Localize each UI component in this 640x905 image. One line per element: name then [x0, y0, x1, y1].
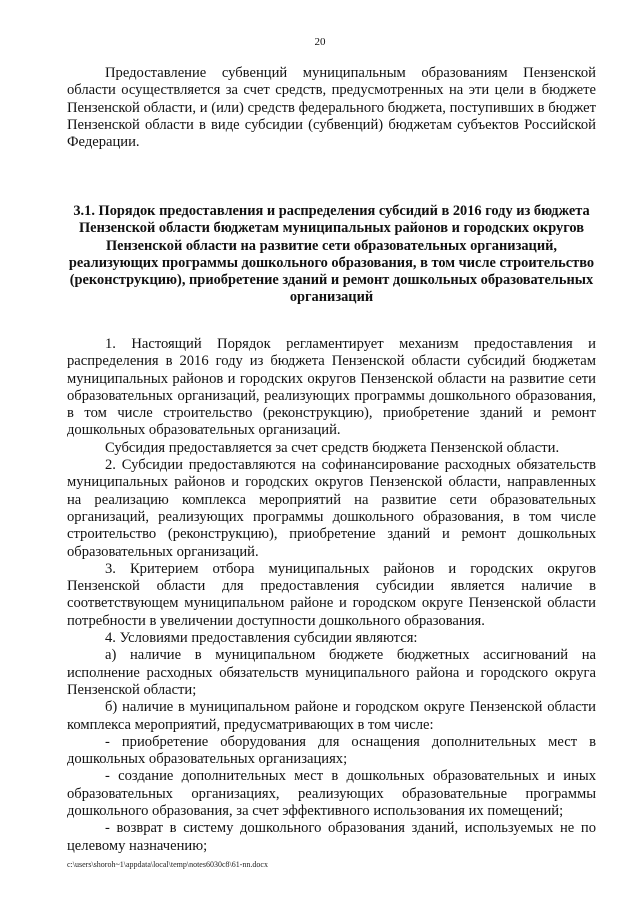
paragraph-4a: а) наличие в муниципальном бюджете бюджетных ассигнований на исполнение расходных обязательств муниципального района и городского округа Пензенской области;	[67, 647, 596, 698]
paragraph-4b: б) наличие в муниципальном районе и городском округе Пензенской области комплекса мероприятий, предусматривающих в том числе:	[67, 699, 596, 733]
body-text	[67, 336, 596, 855]
list-item-equipment: - приобретение оборудования для оснащения дополнительных мест в дошкольных образовательных организациях;	[67, 733, 596, 768]
paragraph-1: 1. Настоящий Порядок регламентирует механизм предоставления и распределения в 2016 году из бюджета Пензенской области субсидий бюджетам муниципальных районов и городских округов Пензенской области на развитие сети образовательных организаций, реализующих программы дошкольного образования, в том числе строительство (реконструкцию), приобретение зданий и ремонт дошкольных образовательных организаций.	[67, 336, 596, 439]
paragraph-2: 2. Субсидии предоставляются на софинансирование расходных обязательств муниципальных районов и городских округов Пензенской области, направленных на реализацию комплекса мероприятий на развитие сети образовательных организаций, реализующих программы дошкольного образования, в том числе строительство (реконструкцию), приобретение зданий и ремонт дошкольных образовательных организаций.	[67, 457, 596, 560]
paragraph-4: 4. Условиями предоставления субсидии являются:	[105, 630, 418, 647]
file-path-footer: c:\users\shoroh~1\appdata\local\temp\notes6030c8\61-nn.docx	[67, 860, 268, 869]
section-heading: 3.1. Порядок предоставления и распределения субсидий в 2016 году из бюджета Пензенской области бюджетам муниципальных районов и городских округов Пензенской области на развитие сети образовательных организаций, реализующих программы дошкольного образования, в том числе строительство (реконструкцию), приобретение зданий и ремонт дошкольных образовательных организаций	[68, 203, 595, 306]
intro-block	[67, 65, 596, 151]
intro-paragraph: Предоставление субвенций муниципальным образованиям Пензенской области осуществляется за счет средств, предусмотренных на эти цели в бюджете Пензенской области, и (или) средств федерального бюджета, поступивших в бюджет Пензенской области в виде субсидии (субвенций) бюджетам субъектов Российской Федерации.	[67, 65, 596, 151]
page-number: 20	[314, 36, 326, 48]
list-item-return-buildings: - возврат в систему дошкольного образования зданий, используемых не по целевому назначению;	[67, 820, 596, 854]
list-item-additional-places: - создание дополнительных мест в дошкольных образовательных и иных образовательных организациях, реализующих образовательные программы дошкольного образования, за счет эффективного использования их помещений;	[67, 768, 596, 820]
paragraph-subsidy-source: Субсидия предоставляется за счет средств бюджета Пензенской области.	[105, 439, 560, 456]
paragraph-3: 3. Критерием отбора муниципальных районов и городских округов Пензенской области для предоставления субсидии является наличие в соответствующем муниципальном районе и городском округе Пензенской области потребности в увеличении доступности дошкольного образования.	[67, 560, 596, 629]
